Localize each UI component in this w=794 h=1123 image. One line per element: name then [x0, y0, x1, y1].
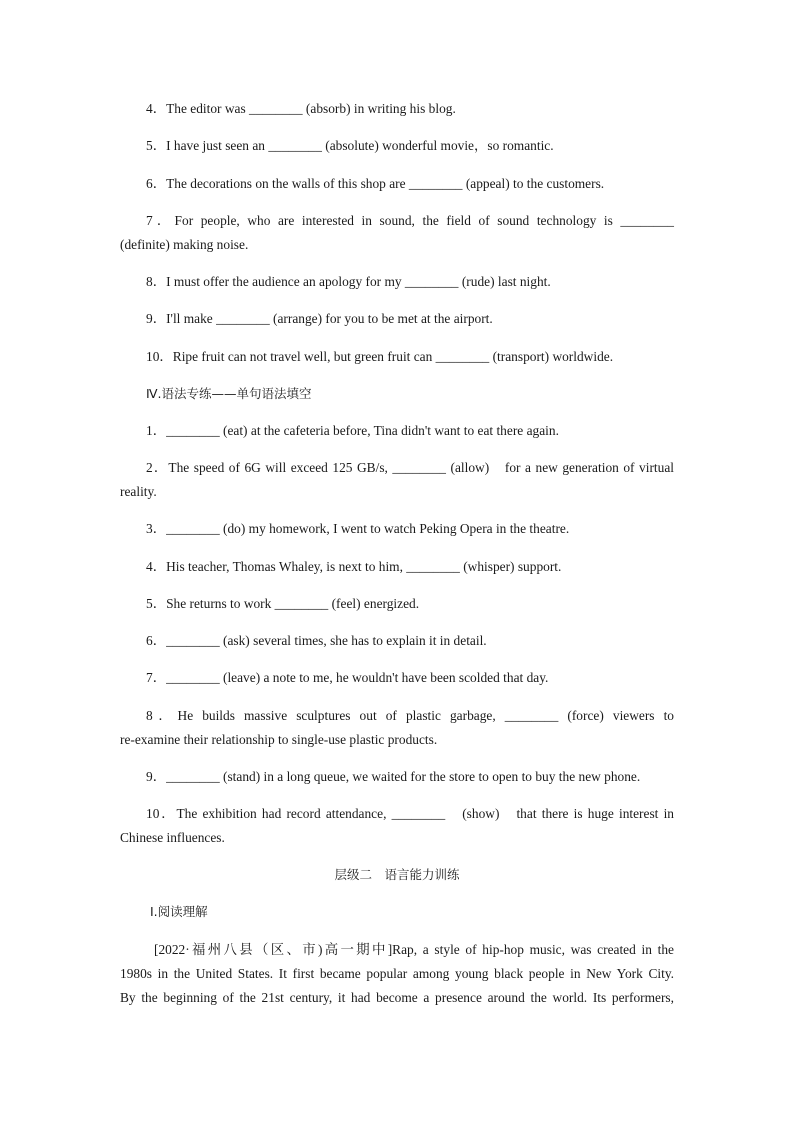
exercise-item-5: 5．I have just seen an ________ (absolute) wonderful movie，so romantic.	[146, 138, 554, 153]
grammar-item-10: 10．The exhibition had record attendance, ________ (show) that there is huge interest in	[146, 806, 674, 821]
grammar-item-3: 3．________ (do) my homework, I went to watch Peking Opera in the theatre.	[146, 521, 570, 536]
grammar-item-2: 2．The speed of 6G will exceed 125 GB/s, ________ (allow) for a new generation of virtual	[146, 460, 674, 475]
grammar-item-7: 7．________ (leave) a note to me, he wouldn't have been scolded that day.	[146, 670, 549, 685]
reading-section-title: Ⅰ.阅读理解	[150, 904, 208, 919]
grammar-item-6: 6．________ (ask) several times, she has to explain it in detail.	[146, 633, 487, 648]
exercise-item-8: 8．I must offer the audience an apology for my ________ (rude) last night.	[146, 274, 551, 289]
passage-line-2: 1980s in the United States. It first became popular among young black people in New York City.	[120, 966, 674, 981]
grammar-item-1: 1．________ (eat) at the cafeteria before, Tina didn't want to eat there again.	[146, 423, 559, 438]
passage-line-1: [2022·福州八县（区、市)高一期中]Rap, a style of hip-hop music, was created in the	[154, 942, 674, 957]
exercise-item-9: 9．I'll make ________ (arrange) for you to be met at the airport.	[146, 311, 493, 326]
grammar-item-9: 9．________ (stand) in a long queue, we waited for the store to open to buy the new phone.	[146, 769, 641, 784]
exercise-item-7-cont: (definite) making noise.	[120, 237, 249, 252]
passage-line-3: By the beginning of the 21st century, it had become a presence around the world. Its performers,	[120, 990, 674, 1005]
level-2-title: 层级二 语言能力训练	[334, 867, 460, 882]
grammar-item-2-cont: reality.	[120, 484, 157, 499]
section-4-title: Ⅳ.语法专练——单句语法填空	[146, 386, 312, 401]
exercise-item-4: 4．The editor was ________ (absorb) in writing his blog.	[146, 101, 456, 116]
grammar-item-8-cont: re-examine their relationship to single-use plastic products.	[120, 732, 438, 747]
grammar-item-10-cont: Chinese influences.	[120, 830, 225, 845]
exercise-item-6: 6．The decorations on the walls of this shop are ________ (appeal) to the customers.	[146, 176, 605, 191]
grammar-item-4: 4．His teacher, Thomas Whaley, is next to him, ________ (whisper) support.	[146, 559, 562, 574]
exercise-item-7: 7．For people, who are interested in sound, the field of sound technology is ________	[146, 213, 674, 228]
grammar-item-5: 5．She returns to work ________ (feel) energized.	[146, 596, 420, 611]
exercise-item-10: 10．Ripe fruit can not travel well, but green fruit can ________ (transport) worldwide.	[146, 349, 614, 364]
grammar-item-8: 8．He builds massive sculptures out of plastic garbage, ________ (force) viewers to	[146, 708, 674, 723]
